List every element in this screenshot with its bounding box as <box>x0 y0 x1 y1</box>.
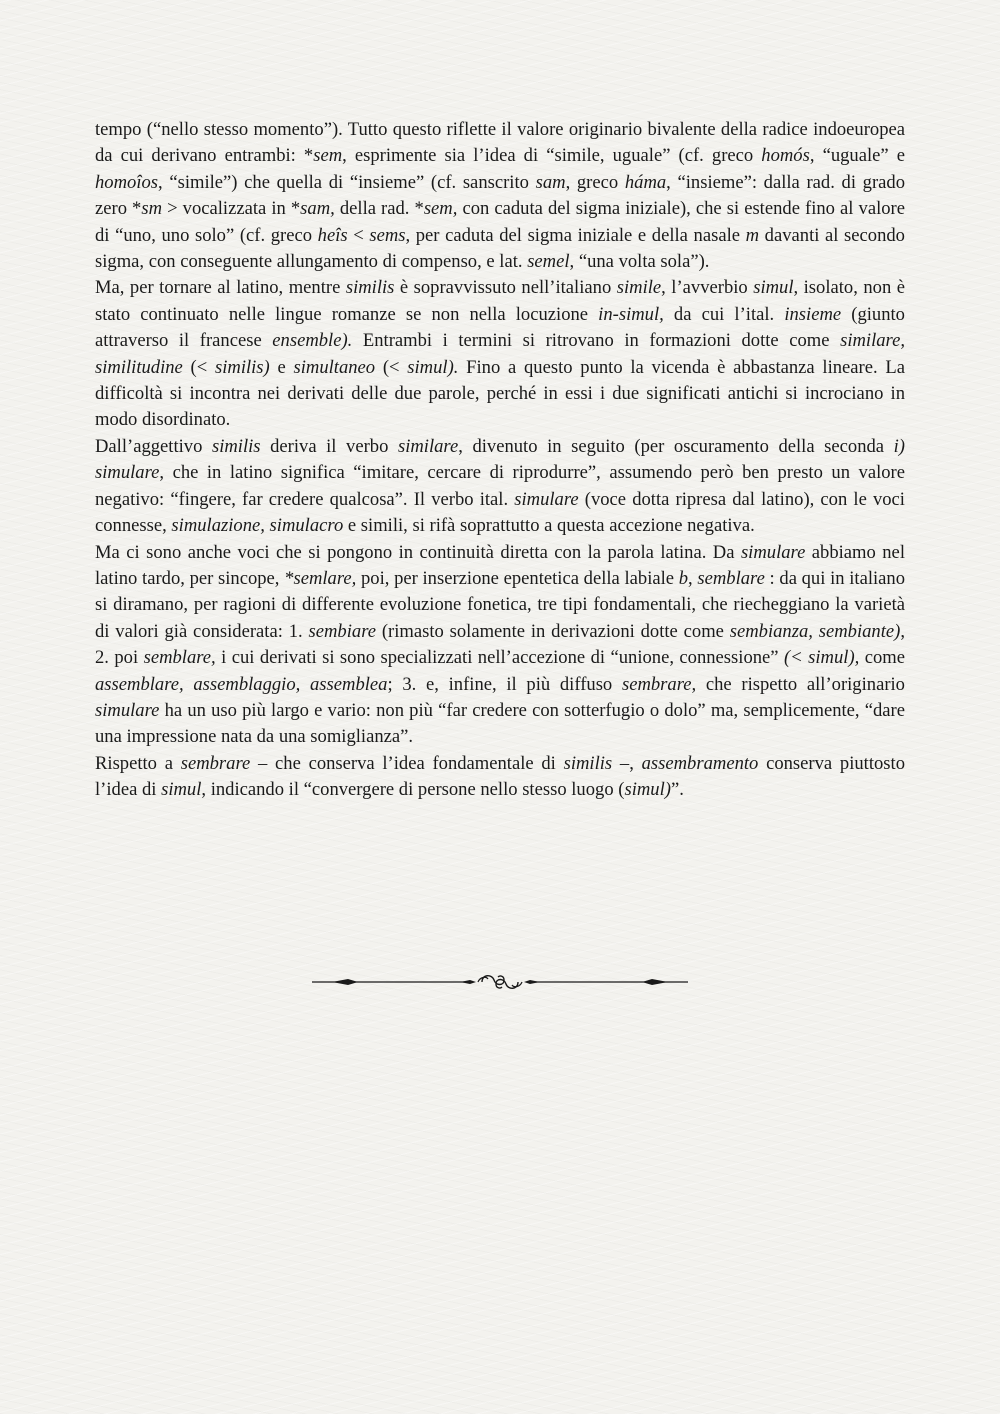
italic-term: simulare <box>514 488 579 510</box>
italic-term: *semlare, <box>284 567 357 589</box>
italic-term: ensemble). <box>272 330 353 352</box>
italic-term: assembramento <box>641 752 759 774</box>
paragraph: Rispetto a sembrare – che conserva l’idea fondamentale di similis –, assembramento conserva piuttosto l’idea di simul, indicando il “convergere di persone nello stesso luogo (simul)”. <box>95 752 905 801</box>
italic-term: sem <box>313 145 343 167</box>
paragraph: Ma, per tornare al latino, mentre similis è sopravvissuto nell’italiano simile, l’avverbio simul, isolato, non è stato continuato nelle lingue romanze se non nella locuzione in-simul, da cui l’ital. insieme (giunto attraverso il francese ensemble). Entrambi i termini si ritrovano in formazioni dotte come similare, similitudine (< similis) e simultaneo (< simul). Fino a questo punto la vicenda è abbastanza lineare. La difficoltà si incontra nei derivati delle due parole, perché in essi i due significati antichi si incrociano in modo disordinato. <box>95 277 906 431</box>
italic-term: semel <box>527 251 570 273</box>
document-body <box>95 117 905 804</box>
italic-term: assemblare, assemblaggio, assemblea <box>95 673 388 695</box>
italic-term: b <box>678 567 689 589</box>
italic-term: m <box>745 224 760 246</box>
ornamental-divider-icon <box>310 968 690 996</box>
italic-term: simultaneo <box>293 356 376 378</box>
italic-term: (< simul), <box>783 647 860 669</box>
italic-term: insieme <box>784 303 842 325</box>
italic-term: háma <box>624 171 667 193</box>
paragraph: Ma ci sono anche voci che si pongono in continuità diretta con la parola latina. Da simulare abbiamo nel latino tardo, per sincope, *semlare, poi, per inserzione epentetica della labiale b, semblare : da qui in italiano si diramano, per ragioni di differente evoluzione fonetica, tre tipi fondamentali, che riecheggiano la varietà di valori già considerata: 1. sembiare (rimasto solamente in derivazioni dotte come sembianza, sembiante), 2. poi semblare, i cui derivati si sono specializzati nell’accezione di “unione, connessione” (< simul), come assemblare, assemblaggio, assemblea; 3. e, infine, il più diffuso sembrare, che rispetto all’originario simulare ha un uso più largo e vario: non più “far credere con sotterfugio o dolo” ma, semplicemente, “dare una impressione nata da una somiglianza”. <box>95 541 905 748</box>
italic-term: sembrare <box>180 752 251 774</box>
italic-term: simulare <box>740 541 806 563</box>
italic-term: simul <box>161 779 202 801</box>
italic-term: similis <box>563 752 613 774</box>
italic-term: simul) <box>624 779 671 801</box>
italic-term: similis <box>345 277 395 299</box>
italic-term: semblare, <box>143 647 216 669</box>
italic-term: i) simulare <box>95 435 905 484</box>
italic-term: simul <box>753 277 794 299</box>
italic-term: in-simul, <box>598 303 664 325</box>
italic-term: sam <box>535 171 566 193</box>
italic-term: homoîos <box>95 171 159 193</box>
paragraph: Dall’aggettivo similis deriva il verbo similare, divenuto in seguito (per oscuramento della seconda i) simulare, che in latino significa “imitare, cercare di riprodurre”, assumendo però ben presto un valore negativo: “fingere, far credere qualcosa”. Il verbo ital. simulare (voce dotta ripresa dal latino), con le voci connesse, simulazione, simulacro e simili, si rifà soprattutto a questa accezione negativa. <box>95 435 905 537</box>
italic-term: heîs <box>317 224 348 246</box>
italic-term: simulazione, simulacro <box>171 515 344 537</box>
italic-term: sembiare <box>308 620 376 642</box>
italic-term: simulare <box>95 699 160 721</box>
italic-term: similare <box>397 435 459 457</box>
italic-term: sem, <box>423 198 458 220</box>
italic-term: sm <box>141 198 163 220</box>
italic-term: similis) <box>214 356 270 378</box>
italic-term: simul). <box>407 356 459 378</box>
italic-term: sems <box>369 224 406 246</box>
italic-term: simile <box>616 277 662 299</box>
italic-term: sembrare, <box>621 673 697 695</box>
paragraph: tempo (“nello stesso momento”). Tutto questo riflette il valore originario bivalente della radice indoeuropea da cui derivano entrambi: *sem, esprimente sia l’idea di “simile, uguale” (cf. greco homós, “uguale” e homoîos, “simile”) che quella di “insieme” (cf. sanscrito sam, greco háma, “insieme”: dalla rad. di grado zero *sm > vocalizzata in *sam, della rad. *sem, con caduta del sigma iniziale), che si estende fino al valore di “uno, uno solo” (cf. greco heîs < sems, per caduta del sigma iniziale e della nasale m davanti al secondo sigma, con conseguente allungamento di compenso, e lat. semel, “una volta sola”). <box>95 119 905 273</box>
italic-term: semblare <box>697 567 765 589</box>
italic-term: homós <box>761 145 810 167</box>
italic-term: sam, <box>300 198 335 220</box>
italic-term: similis <box>211 435 261 457</box>
italic-term: similare, similitudine <box>95 330 905 378</box>
italic-term: sembianza, sembiante) <box>729 620 901 642</box>
